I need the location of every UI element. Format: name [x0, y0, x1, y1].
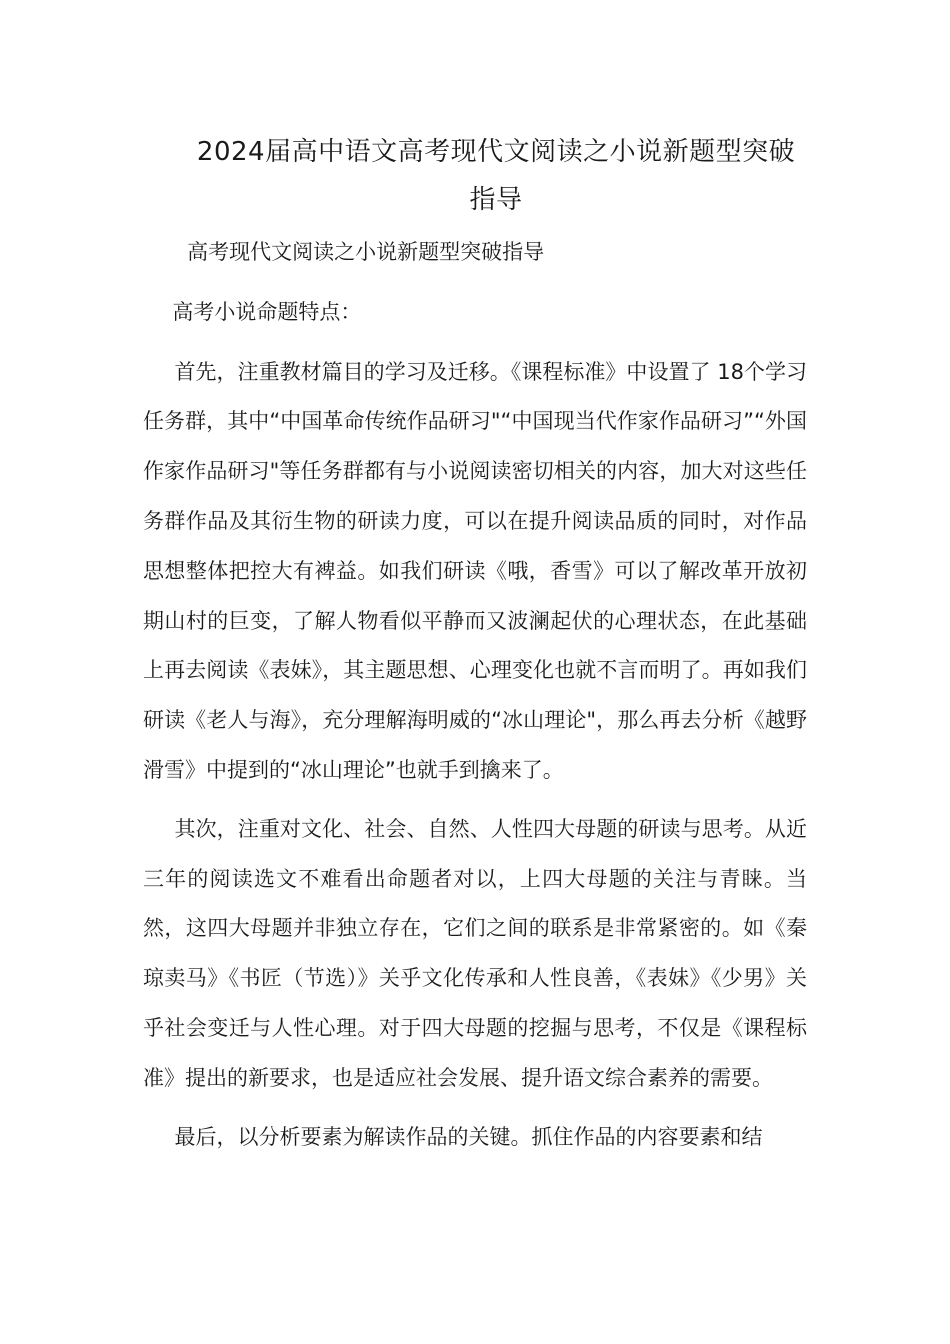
- document-body: [143, 228, 807, 1171]
- section-heading: 高考小说命题特点：: [172, 299, 362, 324]
- paragraph-second: 其次，注重对文化、社会、自然、人性四大母题的研读与思考。从近三年的阅读选文不难看出命题者对以，上四大母题的关注与青睐。当然，这四大母题并非独立存在，它们之间的联系是非常紧密的。如《秦琼卖马》《书匠（节选）》关乎文化传承和人性良善，《表妹》《少男》关乎社会变迁与人性心理。对于四大母题的挖掘与思考，不仅是《课程标准》提出的新要求，也是适应社会发展、提升语文综合素养的需要。: [143, 816, 807, 1090]
- document-subtitle: 高考现代文阅读之小说新题型突破指导: [187, 240, 545, 264]
- paragraph-third: 最后，以分析要素为解读作品的关键。抓住作品的内容要素和结: [174, 1124, 763, 1149]
- document-title: 2024届高中语文高考现代文阅读之小说新题型突破指导: [196, 137, 796, 215]
- paragraph-first: 首先，注重教材篇目的学习及迁移。《课程标准》中设置了 18个学习任务群，其中“中国革命传统作品研习"“中国现当代作家作品研习”“外国作家作品研习"等任务群都有与小说阅读密切相关的内容，加大对这些任务群作品及其衍生物的研读力度，可以在提升阅读品质的同时，对作品思想整体把控大有裨益。如我们研读《哦，香雪》可以了解改革开放初期山村的巨变，了解人物看似平静而又波澜起伏的心理状态，在此基础上再去阅读《表妹》，其主题思想、心理变化也就不言而明了。再如我们研读《老人与海》，充分理解海明威的“冰山理论"，那么再去分析《越野滑雪》中提到的“冰山理论”也就手到擒来了。: [143, 359, 807, 782]
